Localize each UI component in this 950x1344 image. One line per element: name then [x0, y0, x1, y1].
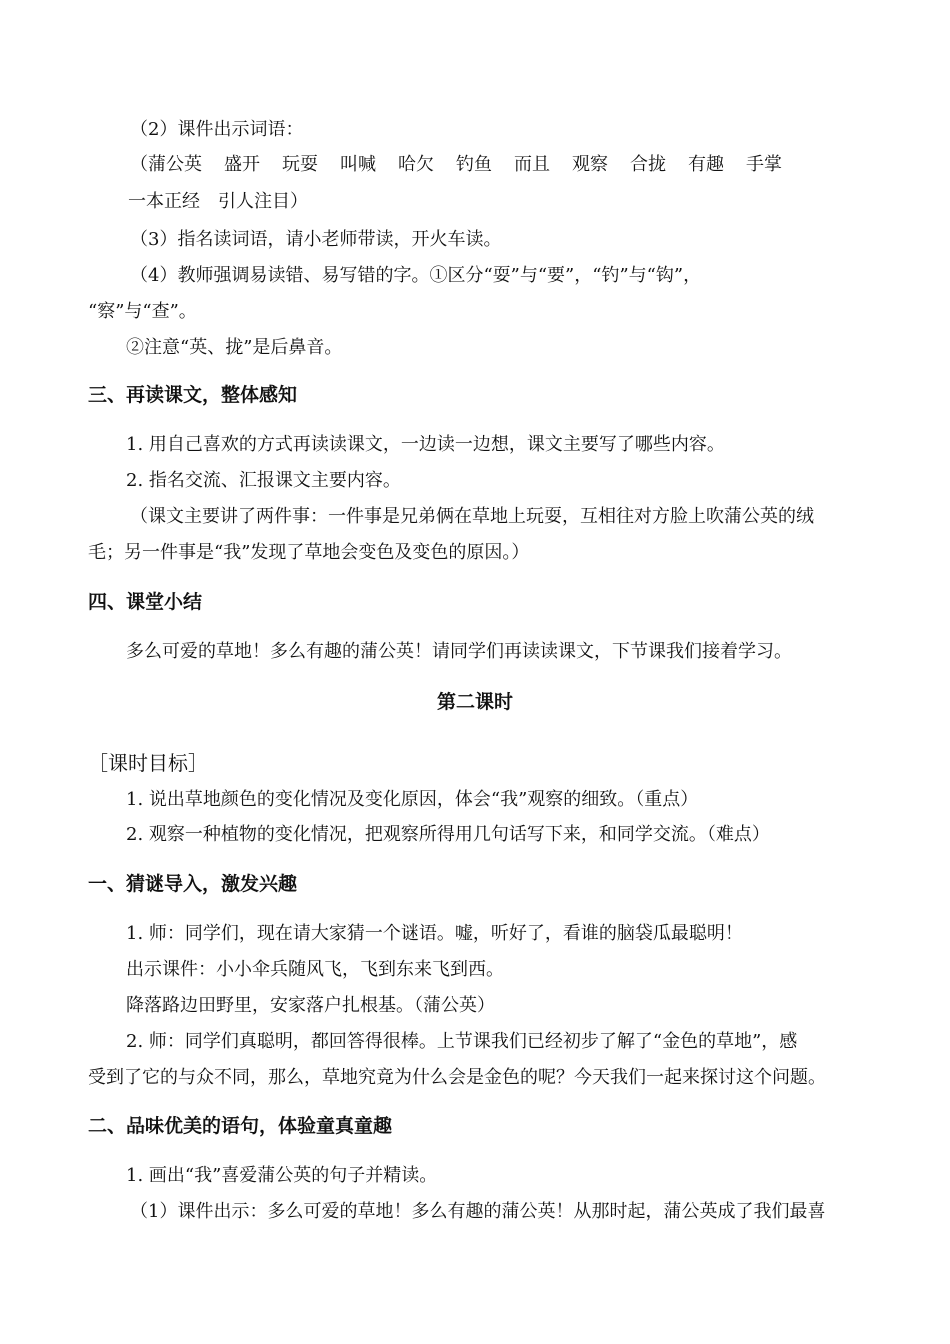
- step4-line3: ②注意“英、拢”是后鼻音。: [126, 337, 343, 358]
- word-item: 哈欠: [398, 154, 434, 175]
- goals-heading: ［课时目标］: [88, 751, 208, 775]
- word-item: 盛开: [224, 154, 260, 175]
- l2-section2-heading: 二、品味优美的语句，体验童真童趣: [88, 1115, 393, 1137]
- word-item: 蒲公英: [148, 154, 202, 175]
- step4-line2: “察”与“查”。: [88, 301, 197, 322]
- word-item: 合拢: [630, 154, 666, 175]
- section4-text: 多么可爱的草地！多么有趣的蒲公英！请同学们再读读课文，下节课我们接着学习。: [126, 641, 792, 662]
- words-open-paren: （: [130, 154, 148, 175]
- l2-s1-item2-line1: 2. 师：同学们真聪明，都回答得很棒。上节课我们已经初步了解了“金色的草地”，感: [126, 1031, 798, 1052]
- word-item: 叫喊: [340, 154, 376, 175]
- l2-section1-heading: 一、猜谜导入，激发兴趣: [88, 873, 298, 895]
- step3-line: （3）指名读词语，请小老师带读，开火车读。: [130, 229, 502, 250]
- step2-line: （2）课件出示词语：: [130, 119, 304, 140]
- goal1: 1. 说出草地颜色的变化情况及变化原因，体会“我”观察的细致。（重点）: [126, 789, 699, 810]
- word-item: 玩耍: [282, 154, 318, 175]
- word-item: 观察: [572, 154, 608, 175]
- l2-s2-sub1: （1）课件出示：多么可爱的草地！多么有趣的蒲公英！从那时起，蒲公英成了我们最喜: [130, 1201, 826, 1222]
- section3-item1: 1. 用自己喜欢的方式再读读课文，一边读一边想，课文主要写了哪些内容。: [126, 434, 725, 455]
- goal2: 2. 观察一种植物的变化情况，把观察所得用几句话写下来，和同学交流。（难点）: [126, 824, 770, 845]
- vocabulary-list-line2: 一本正经 引人注目）: [128, 191, 308, 212]
- l2-s1-riddle1: 出示课件：小小伞兵随风飞，飞到东来飞到西。: [126, 959, 504, 980]
- section3-note-line1: （课文主要讲了两件事：一件事是兄弟俩在草地上玩耍，互相往对方脸上吹蒲公英的绒: [130, 506, 814, 527]
- lesson2-title: 第二课时: [436, 691, 513, 713]
- section3-item2: 2. 指名交流、汇报课文主要内容。: [126, 470, 401, 491]
- l2-s1-item2-line2: 受到了它的与众不同，那么，草地究竟为什么会是金色的呢？今天我们一起来探讨这个问题。: [88, 1067, 826, 1088]
- l2-s1-riddle2: 降落路边田野里，安家落户扎根基。（蒲公英）: [126, 995, 495, 1016]
- word-item: 手掌: [746, 154, 782, 175]
- word-item: 有趣: [688, 154, 724, 175]
- step4-line1: （4）教师强调易读错、易写错的字。①区分“耍”与“要”，“钓”与“钩”，: [130, 265, 702, 286]
- word-item: 而且: [514, 154, 550, 175]
- section4-heading: 四、课堂小结: [88, 591, 203, 613]
- l2-s1-item1: 1. 师：同学们，现在请大家猜一个谜语。嘘，听好了，看谁的脑袋瓜最聪明！: [126, 923, 743, 944]
- section3-note-line2: 毛；另一件事是“我”发现了草地会变色及变色的原因。）: [88, 542, 530, 563]
- l2-s2-item1: 1. 画出“我”喜爱蒲公英的句子并精读。: [126, 1165, 438, 1186]
- word-item: 钓鱼: [456, 154, 492, 175]
- section3-heading: 三、再读课文，整体感知: [88, 384, 298, 406]
- vocabulary-list: [130, 153, 804, 177]
